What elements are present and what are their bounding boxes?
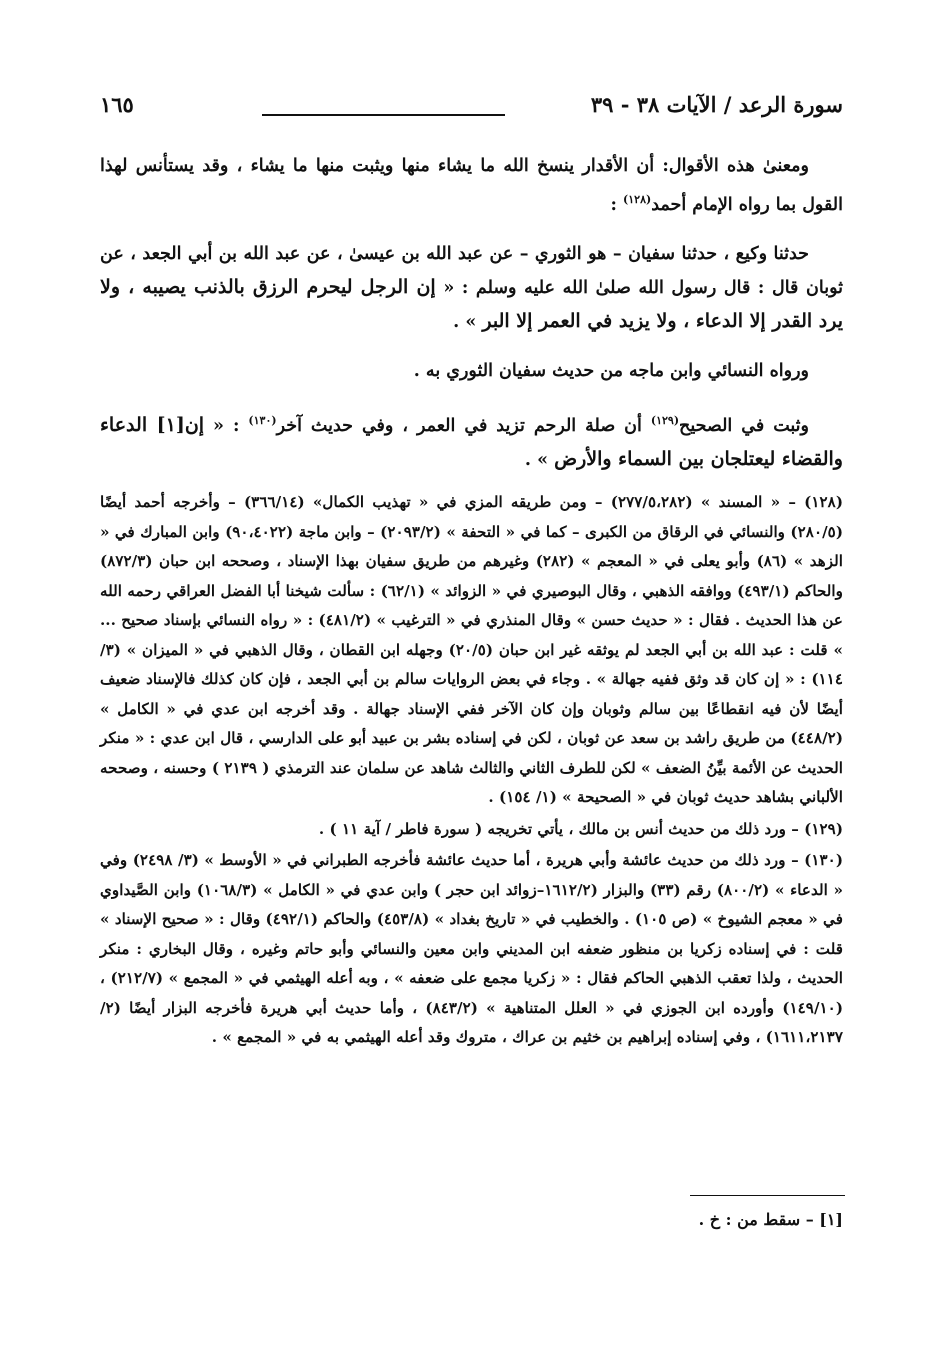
paragraph-3: ورواه النسائي وابن ماجه من حديث سفيان الثوري به . — [413, 360, 809, 381]
paragraph-4-a: وثبت في الصحيح — [679, 415, 809, 436]
paragraph-2 — [100, 238, 843, 339]
manuscript-footnote: [١] – سقط من : خ . — [698, 1210, 843, 1229]
paragraph-4 — [100, 404, 843, 477]
main-text — [100, 150, 843, 493]
page-number: ١٦٥ — [100, 92, 134, 117]
paragraph-2-intro: حدثنا وكيع ، حدثنا سفيان – هو الثوري – عن عبد الله بن عيسىٰ ، عن عبد الله بن أبي الجعد ، عن ثوبان قال : قال رسول الله صلىٰ الله عليه وسلم : « — [100, 243, 843, 298]
footnote-ref-130: (١٣٠) — [248, 413, 277, 427]
header-rule — [262, 114, 505, 116]
note-129: (١٢٩) – ورد ذلك من حديث أنس بن مالك ، يأتي تخريجه ( سورة فاطر / آية ١١ ) . — [318, 819, 843, 838]
paragraph-1-text: ومعنىٰ هذه الأقوال: أن الأقدار ينسخ الله ما يشاء منها ويثبت منها ما يشاء ، وقد يستأنس لهذا القول بما رواه الإمام أحمد — [100, 156, 843, 215]
running-title: سورة الرعد / الآيات ٣٨ - ٣٩ — [590, 92, 843, 117]
footnote-rule — [690, 1195, 845, 1196]
note-130: (١٣٠) – ورد ذلك من حديث عائشة وأبي هريرة ، أما حديث عائشة فأخرجه الطبراني في « الأوسط » (٣/ ٢٤٩٨) وفي « الدعاء » (٨٠٠/٢) رقم (٣٣) والبزار (١٦١٢/٢–زوائد ابن حجر ) وابن عدي في « الكامل » (١٠٦٨/٣) وابن الصَّيداوي في « معجم الشيوخ » (ص ١٠٥) . والخطيب في « تاريخ بغداد » (٤٥٣/٨) والحاكم (٤٩٢/١) وقال : « صحيح الإسناد » قلت : في إسناده زكريا بن منظور ضعفه ابن المديني وابن معين والنسائي وأبو حاتم وغيره ، وقال البخاري : منكر الحديث ، ولذا تعقب الذهبي الحاكم فقال : « زكريا مجمع على ضعفه » ، وبه أعله الهيثمي في « المجمع » (٢١٢/٧) ، (١٤٩/١٠) وأورده ابن الجوزي في « العلل المتناهية » (٨٤٣/٢) ، وأما حديث أبي هريرة فأخرجه البزار أيضًا (٢/ ١٦١١،٢١٣٧) ، وفي إسناده إبراهيم بن خثيم بن عراك ، متروك وقد أعله الهيثمي به في « المجمع » . — [100, 851, 844, 1046]
footnote-ref-128: (١٢٨) — [623, 193, 652, 206]
paragraph-4-b: أن صلة الرحم تزيد في العمر ، وفي حديث آخر — [276, 415, 651, 436]
paragraph-4-c: : « — [204, 415, 249, 436]
hadith-text-1: إن الرجل ليحرم الرزق بالذنب يصيبه ، ولا يرد القدر إلا الدعاء ، ولا يزيد في العمر إلا البر — [100, 275, 843, 332]
page-header — [100, 92, 843, 132]
paragraph-2-end: » . — [453, 311, 483, 332]
note-128: (١٢٨) – « المسند » (٢٧٧/٥،٢٨٢) – ومن طريقه المزي في « تهذيب الكمال» (٣٦٦/١٤) – وأخرجه أحمد أيضًا (٢٨٠/٥) والنسائي في الرقاق من الكبرى – كما في « التحفة » (٢٠٩٣/٢) – وابن ماجة (٩٠،٤٠٢٢) وابن المبارك في « الزهد » (٨٦) وأبو يعلى في « المعجم » (٢٨٢) وغيرهم من طريق سفيان بهذا الإسناد ، وصححه ابن حبان (٨٧٢/٣) والحاكم (٤٩٣/١) ووافقه الذهبي ، وقال البوصيري في « الزوائد » (٦٢/١) : سألت شيخنا أبا الفضل العراقي رحمه الله عن هذا الحديث . فقال : « حديث حسن » وقال المنذري في « الترغيب » (٤٨١/٢) : « رواه النسائي بإسناد صحيح ... » قلت : عبد الله بن أبي الجعد لم يوثقه غير ابن حبان (٢٠/٥) وجهله ابن القطان ، وقال الذهبي في « الميزان » (٣/ ١١٤) : « إن كان قد وثق ففيه جهالة » . وجاء في بعض الروايات سالم بن أبي الجعد ، فإن كان كذلك فالإسناد ضعيف أيضًا لأن فيه انقطاعًا بين سالم وثوبان وإن كان الآخر ففي الإسناد جهالة . وقد أخرجه ابن عدي في « الكامل » (٤٤٨/٢) من طريق راشد بن سعد عن ثوبان ، لكن في إسناده بشر بن عبيد أبو على الدارسي ، قال ابن عدي : « منكر الحديث عن الأئمة بيِّنُ الضعف » لكن للطرف الثاني والثالث شاهد عن سلمان عند الترمذي ( ٢١٣٩ ) وحسنه ، وصححه الألباني بشاهد حديث ثوبان في « الصحيحة » (١/ ١٥٤) . — [100, 493, 844, 806]
paragraph-4-end: » . — [524, 449, 555, 470]
footnote-ref-129: (١٢٩) — [650, 413, 680, 427]
hadith-text-2: إن[١] الدعاء والقضاء ليعتلجان بين السماء والأرض — [100, 413, 843, 470]
paragraph-1-end: : — [610, 194, 624, 215]
endnotes — [100, 488, 843, 1055]
paragraph-1 — [100, 150, 843, 222]
